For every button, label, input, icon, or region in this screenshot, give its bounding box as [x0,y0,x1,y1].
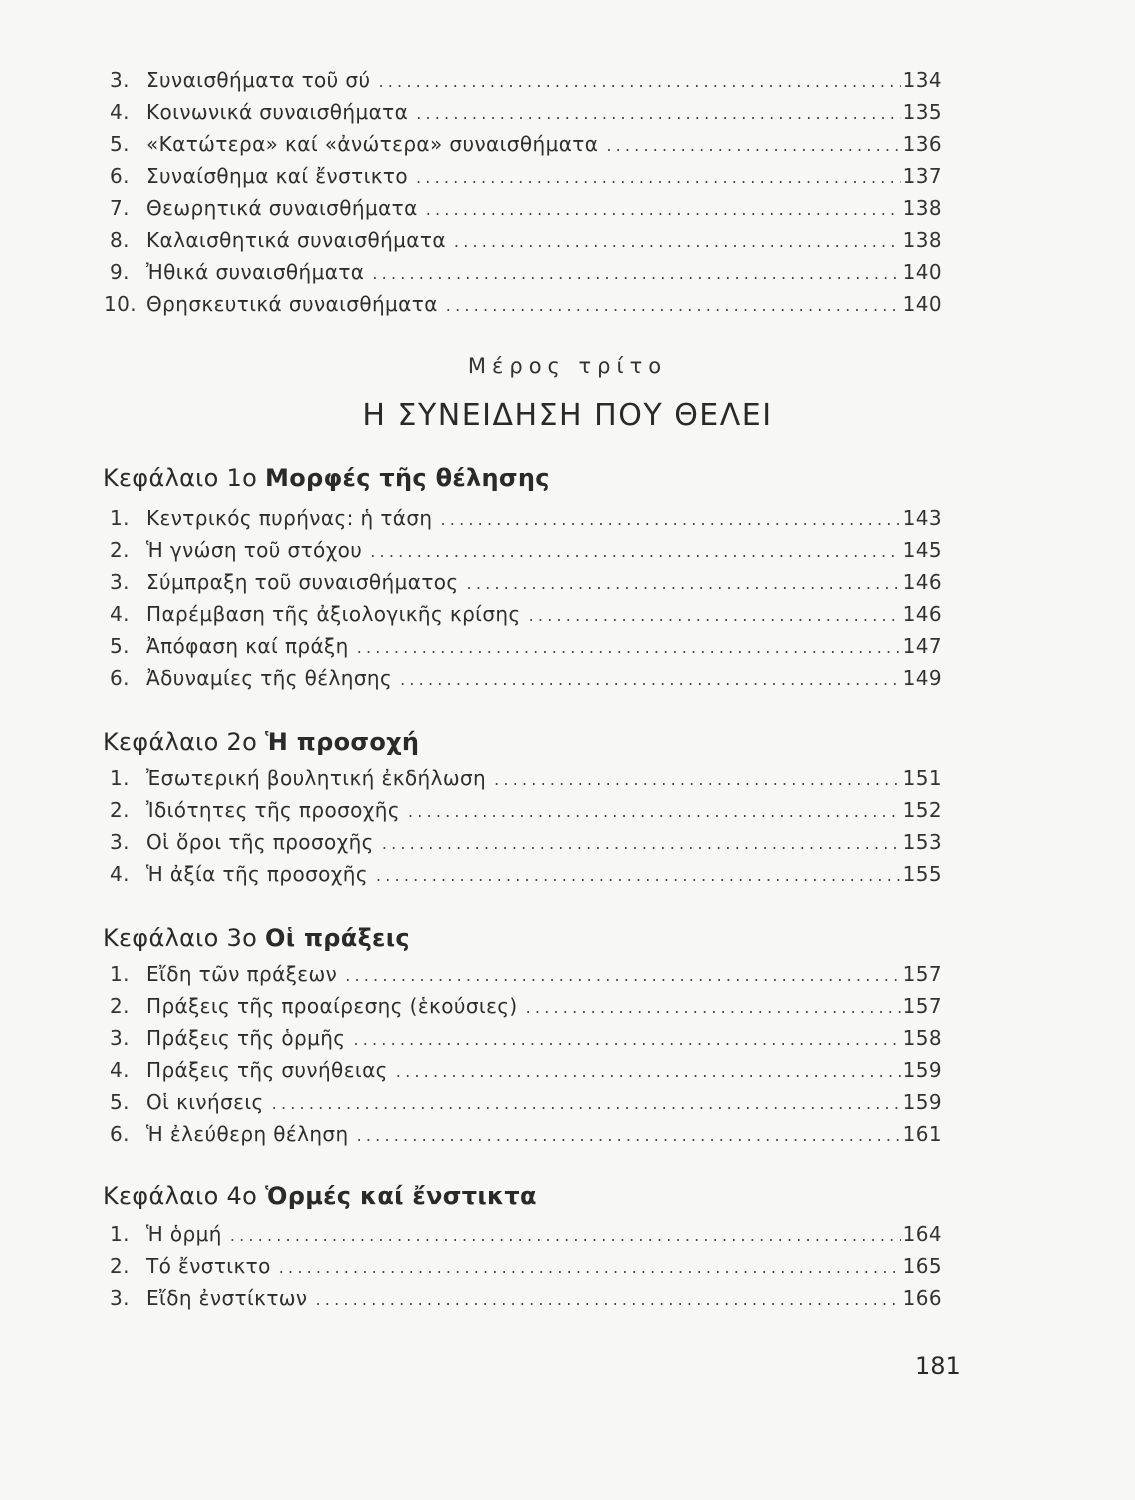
entry-number: 4. [110,602,130,626]
entry-title: Ἐσωτερική βουλητική ἐκδήλωση [146,766,487,790]
entry-number: 5. [110,1090,130,1114]
toc-entry [110,602,942,632]
entry-number: 1. [110,962,130,986]
entry-number: 5. [110,634,130,658]
entry-number: 4. [110,100,130,124]
entry-page: 140 [902,260,942,284]
entry-page: 136 [902,132,942,156]
dot-leader [370,542,900,561]
entry-title: Ἡ ὁρμή [146,1222,222,1246]
entry-page: 137 [902,164,942,188]
entry-title: Σύμπραξη τοῦ συναισθήματος [146,570,459,594]
entry-number: 2. [110,798,130,822]
dot-leader [353,1030,900,1049]
toc-entry [110,196,942,226]
chapter-title: Ἡ προσοχή [265,728,420,756]
entry-page: 157 [902,962,942,986]
entry-page: 158 [902,1026,942,1050]
chapter-prefix: Κεφάλαιο 3ο [103,924,258,952]
dot-leader [372,264,900,283]
entry-title: Πράξεις τῆς ὁρμῆς [146,1026,346,1050]
dot-leader [279,1258,901,1277]
dot-leader [408,802,901,821]
entry-number: 6. [110,666,130,690]
toc-entry [110,164,942,194]
dot-leader [454,232,901,251]
entry-title: Εἴδη τῶν πράξεων [146,962,338,986]
entry-title: Κεντρικός πυρήνας: ἡ τάση [146,506,433,530]
toc-entry [110,1058,942,1088]
entry-number: 2. [110,538,130,562]
dot-leader [441,510,901,529]
entry-title: Πράξεις τῆς προαίρεσης (ἑκούσιες) [146,994,518,1018]
entry-number: 6. [110,1122,130,1146]
entry-page: 159 [902,1090,942,1114]
entry-number: 9. [110,260,130,284]
toc-entry [110,666,942,696]
dot-leader [396,1062,901,1081]
chapter-heading [103,464,550,492]
entry-page: 146 [902,570,942,594]
chapter-prefix: Κεφάλαιο 1ο [103,464,258,492]
entry-title: Ἠθικά συναισθήματα [146,260,365,284]
dot-leader [357,1126,901,1145]
entry-title: Ἀδυναμίες τῆς θέλησης [146,666,393,690]
toc-entry [110,1286,942,1316]
entry-title: Οἱ κινήσεις [146,1090,264,1114]
entry-page: 147 [902,634,942,658]
dot-leader [494,770,900,789]
entry-number: 1. [110,506,130,530]
entry-number: 4. [110,862,130,886]
toc-entry [110,1122,942,1152]
entry-title: Συναίσθημα καί ἔνστικτο [146,164,409,188]
toc-entry [110,538,942,568]
toc-entry [110,962,942,992]
entry-title: Ἰδιότητες τῆς προσοχῆς [146,798,400,822]
entry-title: Θεωρητικά συναισθήματα [146,196,418,220]
chapter-title: Οἱ πράξεις [265,924,410,952]
entry-title: Ἡ ἀξία τῆς προσοχῆς [146,862,368,886]
entry-number: 5. [110,132,130,156]
dot-leader [378,72,900,91]
entry-page: 157 [902,994,942,1018]
page-number: 181 [915,1352,961,1380]
chapter-prefix: Κεφάλαιο 4ο [103,1182,258,1210]
entry-title: Ἡ ἐλεύθερη θέληση [146,1122,349,1146]
entry-page: 143 [902,506,942,530]
entry-title: Ἀπόφαση καί πράξη [146,634,349,658]
toc-entry [110,798,942,828]
entry-number: 3. [110,830,130,854]
entry-title: Τό ἔνστικτο [146,1254,271,1278]
toc-entry [110,100,942,130]
entry-page: 138 [902,228,942,252]
chapter-prefix: Κεφάλαιο 2ο [103,728,258,756]
entry-number: 3. [110,570,130,594]
entry-page: 152 [902,798,942,822]
entry-page: 153 [902,830,942,854]
dot-leader [467,574,901,593]
entry-number: 2. [110,1254,130,1278]
entry-page: 164 [902,1222,942,1246]
toc-entry [110,1222,942,1252]
chapter-heading [103,1182,537,1210]
entry-title: Κοινωνικά συναισθήματα [146,100,409,124]
dot-leader [272,1094,901,1113]
entry-page: 146 [902,602,942,626]
entry-number: 8. [110,228,130,252]
dot-leader [416,104,900,123]
entry-number: 6. [110,164,130,188]
entry-page: 159 [902,1058,942,1082]
toc-entry [110,1026,942,1056]
entry-page: 165 [902,1254,942,1278]
dot-leader [376,866,901,885]
dot-leader [416,168,901,187]
part-title: Η ΣΥΝΕΙΔΗΣΗ ΠΟΥ ΘΕΛΕΙ [362,398,773,433]
toc-entry [104,292,942,322]
toc-entry [110,830,942,860]
chapter-title: Μορφές τῆς θέλησης [265,464,550,492]
toc-entry [110,570,942,600]
entry-page: 145 [902,538,942,562]
entry-page: 138 [902,196,942,220]
dot-leader [606,136,900,155]
dot-leader [426,200,901,219]
toc-entry [110,1090,942,1120]
toc-entry [110,68,942,98]
dot-leader [382,834,901,853]
toc-entry [110,260,942,290]
toc-entry [110,862,942,892]
entry-number: 3. [110,1026,130,1050]
entry-title: Οἱ ὅροι τῆς προσοχῆς [146,830,374,854]
chapter-heading [103,728,419,756]
dot-leader [529,606,901,625]
entry-page: 151 [902,766,942,790]
entry-page: 149 [902,666,942,690]
dot-leader [316,1290,901,1309]
entry-title: «Κατώτερα» καί «ἀνώτερα» συναισθήματα [146,132,599,156]
entry-title: Θρησκευτικά συναισθήματα [146,292,438,316]
dot-leader [230,1226,901,1245]
entry-number: 1. [110,1222,130,1246]
toc-entry [110,506,942,536]
entry-page: 135 [902,100,942,124]
entry-number: 3. [110,68,130,92]
chapter-title: Ὁρμές καί ἔνστικτα [265,1182,537,1210]
entry-title: Παρέμβαση τῆς ἀξιολογικῆς κρίσης [146,602,521,626]
entry-title: Εἴδη ἐνστίκτων [146,1286,308,1310]
dot-leader [526,998,901,1017]
entry-number: 2. [110,994,130,1018]
toc-entry [110,634,942,664]
entry-number: 10. [104,292,138,316]
entry-page: 155 [902,862,942,886]
entry-page: 166 [902,1286,942,1310]
entry-number: 7. [110,196,130,220]
dot-leader [446,296,901,315]
toc-entry [110,228,942,258]
toc-entry [110,994,942,1024]
dot-leader [357,638,901,657]
entry-page: 134 [902,68,942,92]
toc-entry [110,766,942,796]
toc-entry [110,1254,942,1284]
chapter-heading [103,924,410,952]
entry-page: 140 [902,292,942,316]
entry-page: 161 [902,1122,942,1146]
entry-title: Καλαισθητικά συναισθήματα [146,228,446,252]
dot-leader [345,966,900,985]
entry-title: Συναισθήματα τοῦ σύ [146,68,371,92]
entry-title: Πράξεις τῆς συνήθειας [146,1058,388,1082]
entry-number: 4. [110,1058,130,1082]
part-label: Μέρος τρίτο [467,354,668,378]
entry-number: 1. [110,766,130,790]
entry-title: Ἡ γνώση τοῦ στόχου [146,538,363,562]
entry-number: 3. [110,1286,130,1310]
toc-entry [110,132,942,162]
dot-leader [400,670,901,689]
